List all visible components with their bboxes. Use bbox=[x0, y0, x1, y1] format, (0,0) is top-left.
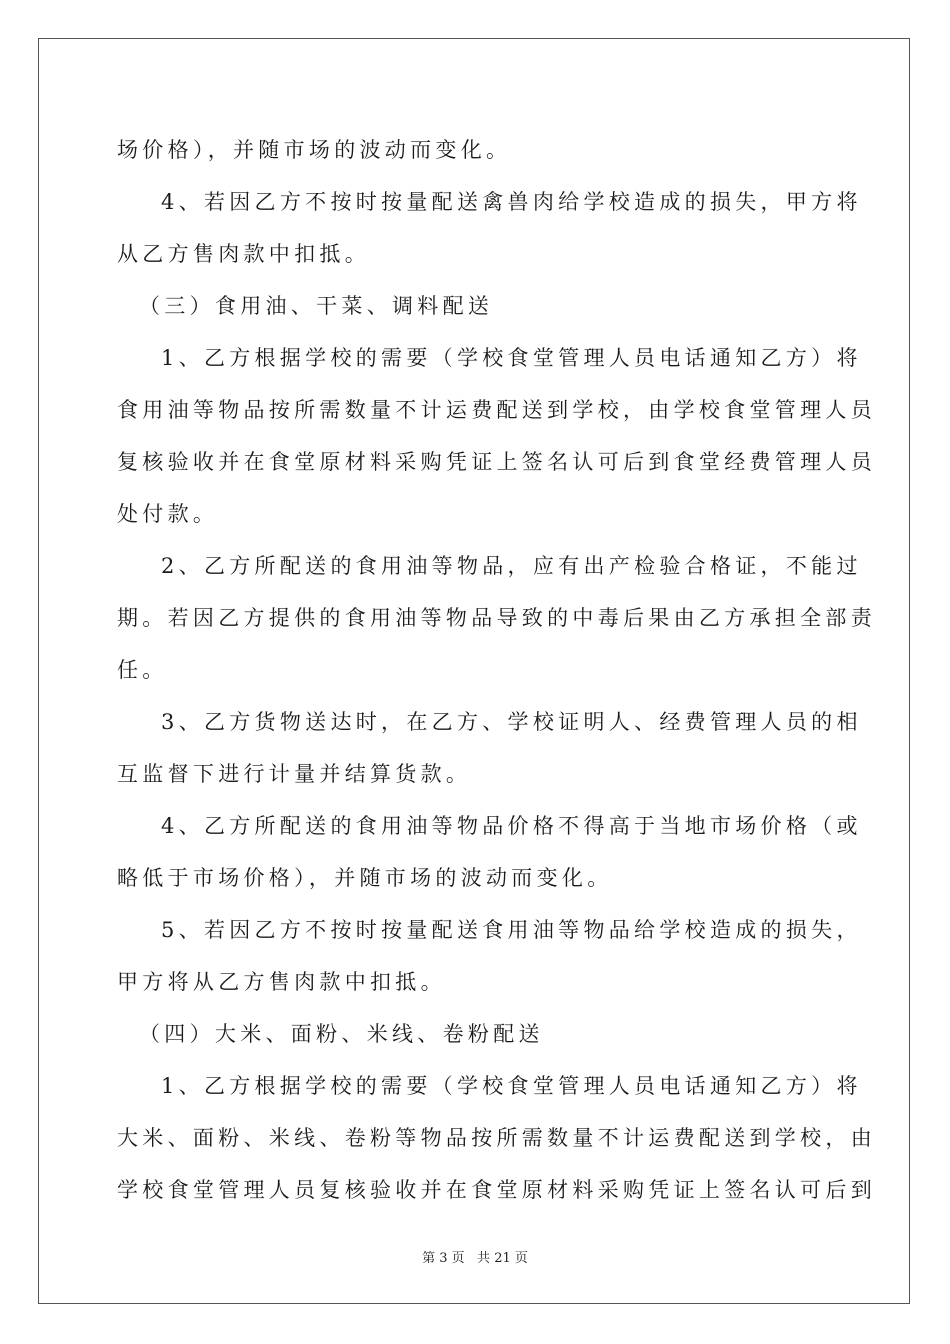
paragraph-start-line: 1、乙方根据学校的需要（学校食堂管理人员电话通知乙方）将 bbox=[161, 1074, 862, 1098]
text-line: 从乙方售肉款中扣抵。 bbox=[117, 242, 370, 266]
paragraph-start-line: 5、若因乙方不按时按量配送食用油等物品给学校造成的损失， bbox=[161, 918, 862, 942]
text-line: 食用油等物品按所需数量不计运费配送到学校，由学校食堂管理人员 bbox=[117, 398, 876, 422]
paragraph-start-line: 2、乙方所配送的食用油等物品，应有出产检验合格证，不能过 bbox=[161, 554, 862, 578]
text-line: 甲方将从乙方售肉款中扣抵。 bbox=[117, 970, 446, 994]
paragraph-start-line: 1、乙方根据学校的需要（学校食堂管理人员电话通知乙方）将 bbox=[161, 346, 862, 370]
page-number-footer: 第 3 页 共 21 页 bbox=[422, 1251, 528, 1266]
text-line: 处付款。 bbox=[117, 502, 219, 526]
text-line: 复核验收并在食堂原材料采购凭证上签名认可后到食堂经费管理人员 bbox=[117, 450, 876, 474]
paragraph-start-line: 4、乙方所配送的食用油等物品价格不得高于当地市场价格（或 bbox=[161, 814, 862, 838]
text-line: 互监督下进行计量并结算货款。 bbox=[117, 762, 472, 786]
document-body bbox=[117, 124, 876, 1216]
text-line: 期。若因乙方提供的食用油等物品导致的中毒后果由乙方承担全部责 bbox=[117, 606, 876, 630]
paragraph-start-line: 4、若因乙方不按时按量配送禽兽肉给学校造成的损失，甲方将 bbox=[161, 190, 862, 214]
text-line: 大米、面粉、米线、卷粉等物品按所需数量不计运费配送到学校，由 bbox=[117, 1126, 876, 1150]
text-line: 场价格），并随市场的波动而变化。 bbox=[117, 138, 512, 162]
section-heading: （三）食用油、干菜、调料配送 bbox=[139, 294, 494, 318]
section-heading: （四）大米、面粉、米线、卷粉配送 bbox=[139, 1022, 544, 1046]
paragraph-start-line: 3、乙方货物送达时，在乙方、学校证明人、经费管理人员的相 bbox=[161, 710, 862, 734]
text-line: 略低于市场价格），并随市场的波动而变化。 bbox=[117, 866, 613, 890]
text-line: 学校食堂管理人员复核验收并在食堂原材料采购凭证上签名认可后到 bbox=[117, 1178, 876, 1202]
text-line: 任。 bbox=[117, 658, 168, 682]
